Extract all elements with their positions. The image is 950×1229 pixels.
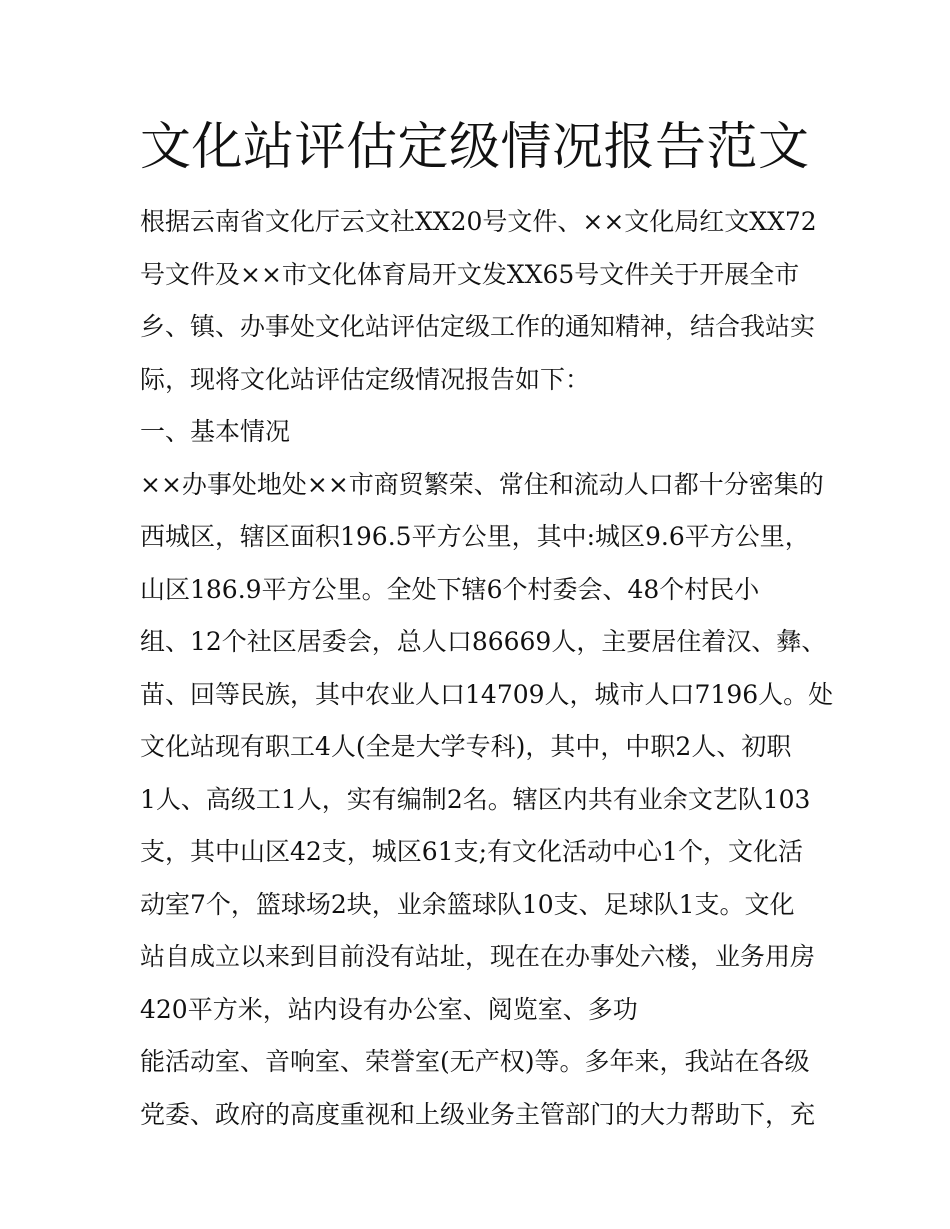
- paragraph-line: 苗、回等民族，其中农业人口14709人，城市人口7196人。处: [140, 679, 834, 709]
- document-body: [140, 196, 834, 1141]
- paragraph-line: 站自成立以来到目前没有站址，现在在办事处六楼，业务用房: [140, 942, 816, 971]
- paragraph-line: 党委、政府的高度重视和上级业务主管部门的大力帮助下，充: [140, 1099, 816, 1129]
- paragraph-line: 能活动室、音响室、荣誉室(无产权)等。多年来，我站在各级: [140, 1047, 810, 1076]
- paragraph-line: 文化站现有职工4人(全是大学专科)，其中，中职2人、初职: [140, 732, 792, 761]
- paragraph-line: 际，现将文化站评估定级情况报告如下：: [140, 364, 591, 394]
- document-title: 文化站评估定级情况报告范文: [140, 118, 810, 177]
- paragraph-line: 号文件及××市文化体育局开文发XX65号文件关于开展全市: [140, 259, 800, 289]
- paragraph-line: 组、12个社区居委会，总人口86669人，主要居住着汉、彝、: [140, 627, 827, 656]
- paragraph-line: 支，其中山区42支，城区61支;有文化活动中心1个，文化活: [140, 837, 803, 866]
- paragraph-line: 山区186.9平方公里。全处下辖6个村委会、48个村民小: [140, 574, 760, 604]
- paragraph-line: 1人、高级工1人，实有编制2名。辖区内共有业余文艺队103: [140, 784, 811, 814]
- paragraph-line: 420平方米，站内设有办公室、阅览室、多功: [140, 994, 638, 1024]
- paragraph-line: 根据云南省文化厅云文社XX20号文件、××文化局红文XX72: [140, 207, 817, 236]
- paragraph-line: ××办事处地处××市商贸繁荣、常住和流动人口都十分密集的: [140, 469, 824, 499]
- paragraph-line: 乡、镇、办事处文化站评估定级工作的通知精神，结合我站实: [140, 312, 816, 341]
- paragraph-line: 西城区，辖区面积196.5平方公里，其中:城区9.6平方公里，: [140, 522, 810, 551]
- paragraph-line: 动室7个，篮球场2块，业余篮球队10支、足球队1支。文化: [140, 889, 795, 919]
- section-heading: 一、基本情况: [140, 417, 291, 446]
